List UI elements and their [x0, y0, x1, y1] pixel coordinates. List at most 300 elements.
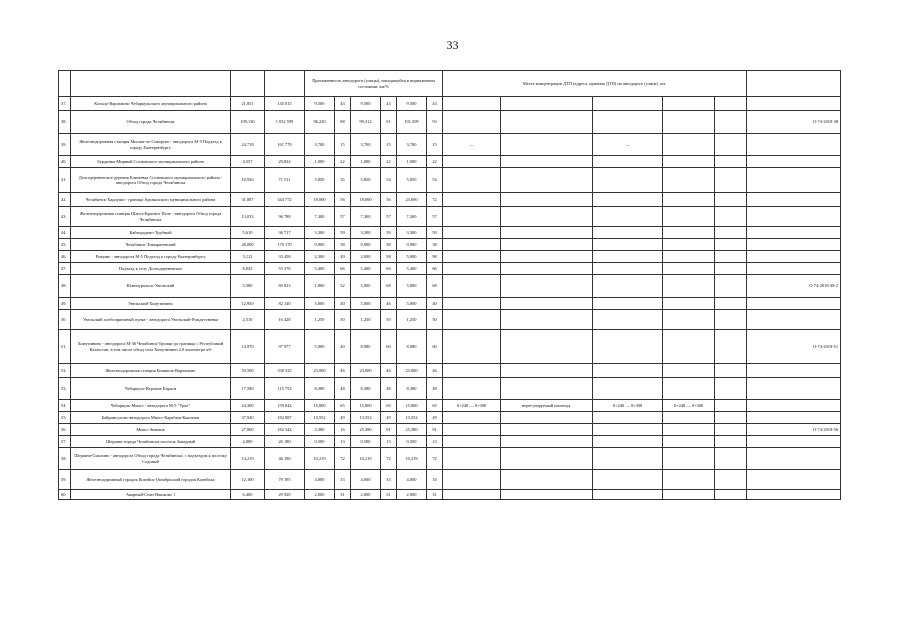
- table-row: [59, 275, 841, 298]
- pct-year1: 31: [335, 490, 351, 500]
- km-year2: 23,000: [351, 364, 381, 378]
- km-year1: 9,500: [305, 97, 335, 111]
- row-number: 38.: [59, 111, 71, 134]
- row-number: 44.: [59, 227, 71, 239]
- dtp-extra: [715, 400, 747, 412]
- dtp-location-2: [593, 207, 663, 227]
- km-year2: 9,900: [351, 239, 381, 251]
- table-row: [59, 168, 841, 193]
- cost: 33 458: [265, 251, 305, 263]
- pct-year2: 22: [381, 156, 397, 168]
- pct-year2: 65: [381, 400, 397, 412]
- length-km: 27,860: [231, 424, 265, 436]
- project-code: [747, 134, 841, 156]
- km-year3: 5,000: [397, 251, 427, 263]
- pct-year3: 46: [427, 364, 443, 378]
- dtp-location-1: [443, 436, 501, 448]
- km-year3: 5,800: [397, 275, 427, 298]
- pct-year3: 54: [427, 168, 443, 193]
- project-code: [747, 298, 841, 310]
- km-year3: 2,000: [397, 490, 427, 500]
- length-km: 109,130: [231, 111, 265, 134]
- pct-year2: 33: [381, 470, 397, 490]
- road-name: Хомутинино - автодорога М-36 Челябинск-Троицк-до границы с Республикой Казахстан, в том числе обход села Хомутинино 2,0 километра а/б: [71, 330, 231, 364]
- dtp-location-3: [663, 330, 715, 364]
- pct-year1: 33: [335, 470, 351, 490]
- dtp-location-1: [443, 448, 501, 470]
- pct-year3: 72: [427, 193, 443, 207]
- km-year1: 15,800: [305, 400, 335, 412]
- dtp-location-3: [663, 412, 715, 424]
- row-number: 46.: [59, 251, 71, 263]
- dtp-location-3: [663, 424, 715, 436]
- dtp-location-1: [443, 490, 501, 500]
- project-code: О-74-2018-48-2: [747, 275, 841, 298]
- dtp-cause: [501, 310, 593, 330]
- pct-year1: 40: [335, 330, 351, 364]
- dtp-location-3: [663, 436, 715, 448]
- project-code: [747, 168, 841, 193]
- row-number: 47.: [59, 263, 71, 275]
- header-dtp-group: Места концентрации ДТП (адреса, причина ДТП) на автодороге (улице), шт.: [443, 71, 747, 97]
- km-year1: 18,000: [305, 193, 335, 207]
- km-year3: 101,509: [397, 111, 427, 134]
- pct-year2: 50: [381, 310, 397, 330]
- row-number: 57.: [59, 436, 71, 448]
- road-name: Железнодорожная станция Бишкиль-Варламово: [71, 364, 231, 378]
- length-km: 12,950: [231, 298, 265, 310]
- dtp-location-3: [663, 470, 715, 490]
- row-number: 41.: [59, 168, 71, 193]
- cost: 145 015: [265, 97, 305, 111]
- dtp-location-2: [593, 97, 663, 111]
- pct-year3: 60: [427, 330, 443, 364]
- pct-year3: 40: [427, 298, 443, 310]
- dtp-cause: [501, 263, 593, 275]
- km-year1: 3,300: [305, 227, 335, 239]
- km-year2: 5,400: [351, 263, 381, 275]
- pct-year1: 13: [335, 436, 351, 448]
- table-row: [59, 134, 841, 156]
- project-code: [747, 251, 841, 263]
- cost: 16 428: [265, 310, 305, 330]
- row-number: 43.: [59, 207, 71, 227]
- row-number: 55.: [59, 412, 71, 424]
- dtp-cause: [501, 239, 593, 251]
- row-number: 42.: [59, 193, 71, 207]
- pct-year3: 98: [427, 251, 443, 263]
- dtp-cause: [501, 111, 593, 134]
- dtp-location-1: [443, 156, 501, 168]
- table-row: [59, 330, 841, 364]
- header-cell: [59, 71, 71, 97]
- dtp-location-2: [593, 298, 663, 310]
- dtp-extra: [715, 97, 747, 111]
- table-row: [59, 251, 841, 263]
- dtp-extra: [715, 168, 747, 193]
- dtp-location-1: [443, 378, 501, 400]
- dtp-cause: [501, 470, 593, 490]
- pct-year1: 38: [335, 239, 351, 251]
- dtp-location-1: [443, 275, 501, 298]
- dtp-cause: [501, 436, 593, 448]
- length-km: 31,887: [231, 193, 265, 207]
- km-year1: 8,380: [305, 378, 335, 400]
- dtp-location-1: [443, 251, 501, 263]
- roads-table: [58, 70, 841, 500]
- km-year2: 25,380: [351, 424, 381, 436]
- length-km: 21,851: [231, 97, 265, 111]
- pct-year3: 48: [427, 378, 443, 400]
- dtp-location-2: [593, 193, 663, 207]
- row-number: 53.: [59, 378, 71, 400]
- road-name: Обход города Челябинска: [71, 111, 231, 134]
- pct-year1: 88: [335, 111, 351, 134]
- dtp-location-2: [593, 251, 663, 263]
- project-code: [747, 400, 841, 412]
- cost: 29,824: [265, 156, 305, 168]
- table-row: [59, 412, 841, 424]
- dtp-extra: [715, 263, 747, 275]
- km-year1: 2,300: [305, 251, 335, 263]
- km-year2: 4,000: [351, 470, 381, 490]
- km-year3: 23,000: [397, 193, 427, 207]
- table-row: [59, 239, 841, 251]
- pct-year3: 43: [427, 97, 443, 111]
- length-km: 5,580: [231, 275, 265, 298]
- pct-year2: 48: [381, 378, 397, 400]
- dtp-location-3: [663, 378, 715, 400]
- km-year3: 10,219: [397, 448, 427, 470]
- pct-year2: 98: [381, 251, 397, 263]
- dtp-location-1: [443, 330, 501, 364]
- km-year1: 4,000: [305, 470, 335, 490]
- road-name: Южноуральск-Увельский: [71, 275, 231, 298]
- length-km: 4,000: [231, 436, 265, 448]
- km-year1: 7,300: [305, 207, 335, 227]
- dtp-cause: [501, 156, 593, 168]
- header-cell: [265, 71, 305, 97]
- dtp-location-3: [663, 263, 715, 275]
- dtp-cause: [501, 298, 593, 310]
- row-number: 49.: [59, 298, 71, 310]
- dtp-location-2: [593, 448, 663, 470]
- pct-year1: 43: [335, 97, 351, 111]
- row-number: 59.: [59, 470, 71, 490]
- table-row: [59, 97, 841, 111]
- pct-year1: 50: [335, 310, 351, 330]
- dtp-cause: [501, 97, 593, 111]
- length-km: 5,112: [231, 251, 265, 263]
- project-code: [747, 470, 841, 490]
- dtp-location-3: [663, 134, 715, 156]
- road-name: Железнодорожная станция Шагол-Красное Поле - автодорога Обход города Челябинска: [71, 207, 231, 227]
- km-year2: 15,800: [351, 400, 381, 412]
- dtp-extra: [715, 490, 747, 500]
- km-year2: 2,000: [351, 490, 381, 500]
- pct-year1: 56: [335, 193, 351, 207]
- pct-year1: 46: [335, 364, 351, 378]
- dtp-extra: [715, 298, 747, 310]
- pct-year2: 49: [381, 412, 397, 424]
- table-row: [59, 378, 841, 400]
- project-code: [747, 378, 841, 400]
- dtp-location-2: [593, 156, 663, 168]
- table-row: [59, 263, 841, 275]
- table-row: [59, 364, 841, 378]
- row-number: 37.: [59, 97, 71, 111]
- dtp-cause: [501, 193, 593, 207]
- km-year2: 3,300: [351, 227, 381, 239]
- dtp-cause: [501, 227, 593, 239]
- km-year3: 3,300: [397, 227, 427, 239]
- pct-year2: 46: [381, 298, 397, 310]
- dtp-cause: [501, 207, 593, 227]
- km-year1: 10,219: [305, 448, 335, 470]
- km-year3: 9,500: [397, 97, 427, 111]
- km-year1: 23,000: [305, 364, 335, 378]
- dtp-location-2: [593, 412, 663, 424]
- pct-year3: 68: [427, 275, 443, 298]
- dtp-cause: [501, 448, 593, 470]
- table-row: [59, 227, 841, 239]
- km-year2: 8,980: [351, 330, 381, 364]
- km-year1: 1,000: [305, 156, 335, 168]
- pct-year2: 38: [381, 239, 397, 251]
- dtp-extra: [715, 251, 747, 263]
- dtp-location-3: [663, 239, 715, 251]
- dtp-location-2: [593, 168, 663, 193]
- dtp-location-1: [443, 97, 501, 111]
- dtp-location-3: [663, 207, 715, 227]
- pct-year1: 57: [335, 207, 351, 227]
- pct-year1: 32: [335, 275, 351, 298]
- table-row: [59, 400, 841, 412]
- dtp-location-1: 0+240 — 0+300: [443, 400, 501, 412]
- pct-year3: 50: [427, 310, 443, 330]
- km-year2: 5,900: [351, 275, 381, 298]
- dtp-location-2: [593, 490, 663, 500]
- km-year3: 3,700: [397, 134, 427, 156]
- km-year2: 3,700: [351, 134, 381, 156]
- road-name: Байрамгулово-автодорога Миасс-Карабаш-Кыштым: [71, 412, 231, 424]
- row-number: 48.: [59, 275, 71, 298]
- dtp-cause: [501, 275, 593, 298]
- pct-year3: 15: [427, 134, 443, 156]
- pct-year2: 43: [381, 97, 397, 111]
- pct-year1: 65: [335, 400, 351, 412]
- km-year2: 7,300: [351, 207, 381, 227]
- pct-year1: 66: [335, 263, 351, 275]
- length-km: 37,940: [231, 412, 265, 424]
- road-name: Бурдинка-Мирный Сосновского муниципального района: [71, 156, 231, 168]
- km-year3: 4,000: [397, 470, 427, 490]
- pct-year2: 54: [381, 168, 397, 193]
- dtp-location-1: [443, 263, 501, 275]
- dtp-location-1: [443, 470, 501, 490]
- pct-year3: 38: [427, 239, 443, 251]
- dtp-extra: [715, 275, 747, 298]
- length-km: 26,000: [231, 239, 265, 251]
- cost: 26 180: [265, 436, 305, 448]
- dtp-location-1: [443, 364, 501, 378]
- length-km: 12,100: [231, 470, 265, 490]
- dtp-location-2: [593, 227, 663, 239]
- row-number: 52.: [59, 364, 71, 378]
- table-row: [59, 193, 841, 207]
- dtp-location-2: [593, 310, 663, 330]
- dtp-extra: [715, 448, 747, 470]
- dtp-extra: [715, 412, 747, 424]
- project-code: [747, 207, 841, 227]
- dtp-location-1: [443, 412, 501, 424]
- table-row: [59, 298, 841, 310]
- length-km: 6,400: [231, 490, 265, 500]
- km-year1: 2,000: [305, 490, 335, 500]
- dtp-cause: [501, 251, 593, 263]
- cost: 161 779: [265, 134, 305, 156]
- table-header-row: [59, 71, 841, 97]
- dtp-location-2: [593, 378, 663, 400]
- pct-year1: 22: [335, 156, 351, 168]
- km-year3: 23,000: [397, 364, 427, 378]
- dtp-location-2: [593, 111, 663, 134]
- dtp-extra: [715, 156, 747, 168]
- dtp-location-1: [443, 193, 501, 207]
- pct-year2: 72: [381, 448, 397, 470]
- header-pct-group: Протяженность автодороги (улицы), находящейся в нормативном состоянии, км/%: [305, 71, 443, 97]
- pct-year1: 49: [335, 412, 351, 424]
- cost: 1 052 599: [265, 111, 305, 134]
- project-code: [747, 436, 841, 448]
- row-number: 56.: [59, 424, 71, 436]
- dtp-location-1: [443, 310, 501, 330]
- pct-year2: 57: [381, 207, 397, 227]
- dtp-cause: [501, 364, 593, 378]
- dtp-extra: [715, 436, 747, 448]
- dtp-location-1: [443, 168, 501, 193]
- km-year1: 0,500: [305, 436, 335, 448]
- cost: 330 523: [265, 364, 305, 378]
- pct-year2: 56: [381, 193, 397, 207]
- cost: 170 170: [265, 239, 305, 251]
- dtp-extra: [715, 330, 747, 364]
- project-code: [747, 193, 841, 207]
- project-code: [747, 490, 841, 500]
- pct-year3: 33: [427, 470, 443, 490]
- pct-year2: 68: [381, 275, 397, 298]
- dtp-location-3: [663, 251, 715, 263]
- row-number: 51.: [59, 330, 71, 364]
- km-year1: 96,230: [305, 111, 335, 134]
- km-year3: 0,500: [397, 436, 427, 448]
- road-name: Железнодорожный городок Копейск-Октябрьский городок Копейска: [71, 470, 231, 490]
- road-name: Чебаркуль-Миасс - автодорога М-5 "Урал": [71, 400, 231, 412]
- cost: 115 752: [265, 378, 305, 400]
- dtp-cause: [501, 330, 593, 364]
- km-year3: 5,400: [397, 263, 427, 275]
- dtp-cause: [501, 168, 593, 193]
- table-row: [59, 156, 841, 168]
- table-row: [59, 310, 841, 330]
- project-code: [747, 97, 841, 111]
- pct-year3: 66: [427, 263, 443, 275]
- cost: 79 195: [265, 470, 305, 490]
- dtp-extra: [715, 310, 747, 330]
- dtp-location-1: [443, 207, 501, 227]
- dtp-cause: [501, 378, 593, 400]
- length-km: 50,500: [231, 364, 265, 378]
- header-cell: [231, 71, 265, 97]
- cost: 96 788: [265, 207, 305, 227]
- km-year2: 1,250: [351, 310, 381, 330]
- km-year3: 1,000: [397, 156, 427, 168]
- header-cell: [71, 71, 231, 97]
- pct-year2: 60: [381, 330, 397, 364]
- dtp-cause: [501, 490, 593, 500]
- km-year3: 9,900: [397, 239, 427, 251]
- km-year3: 15,800: [397, 400, 427, 412]
- road-name: Кольцо-Варламово Чебаркульского муниципального района: [71, 97, 231, 111]
- km-year2: 13,552: [351, 412, 381, 424]
- dtp-extra: [715, 239, 747, 251]
- dtp-location-1: —: [443, 134, 501, 156]
- table-row: [59, 448, 841, 470]
- pct-year2: 15: [381, 134, 397, 156]
- cost: 29 920: [265, 490, 305, 500]
- table-row: [59, 207, 841, 227]
- header-cell: [747, 71, 841, 97]
- road-name: Подъезд к селу Долгодеревенское: [71, 263, 231, 275]
- road-name: Аварный-Сеаи-Нашково 1: [71, 490, 231, 500]
- km-year3: 7,300: [397, 207, 427, 227]
- row-number: 54.: [59, 400, 71, 412]
- length-km: 24,718: [231, 134, 265, 156]
- km-year2: 8,380: [351, 378, 381, 400]
- pct-year1: 49: [335, 251, 351, 263]
- dtp-extra: [715, 470, 747, 490]
- pct-year3: 65: [427, 400, 443, 412]
- dtp-location-3: [663, 310, 715, 330]
- km-year1: 4,380: [305, 424, 335, 436]
- cost: 344 772: [265, 193, 305, 207]
- dtp-location-3: [663, 156, 715, 168]
- project-code: [747, 364, 841, 378]
- km-year2: 5,000: [351, 298, 381, 310]
- km-year1: 5,900: [305, 330, 335, 364]
- km-year3: 13,552: [397, 412, 427, 424]
- dtp-location-3: [663, 490, 715, 500]
- km-year2: 99,312: [351, 111, 381, 134]
- project-code: [747, 412, 841, 424]
- dtp-extra: [715, 111, 747, 134]
- pct-year3: 93: [427, 111, 443, 134]
- project-code: [747, 263, 841, 275]
- dtp-location-3: [663, 168, 715, 193]
- pct-year2: 13: [381, 436, 397, 448]
- pct-year2: 46: [381, 364, 397, 378]
- km-year2: 0,500: [351, 436, 381, 448]
- road-name: Чебаркуль-Верхние Караси: [71, 378, 231, 400]
- dtp-location-2: [593, 436, 663, 448]
- length-km: 14,219: [231, 448, 265, 470]
- dtp-extra: [715, 424, 747, 436]
- dtp-location-3: [663, 275, 715, 298]
- km-year2: 2,000: [351, 251, 381, 263]
- dtp-location-3: [663, 227, 715, 239]
- km-year2: 9,500: [351, 97, 381, 111]
- pct-year1: 16: [335, 424, 351, 436]
